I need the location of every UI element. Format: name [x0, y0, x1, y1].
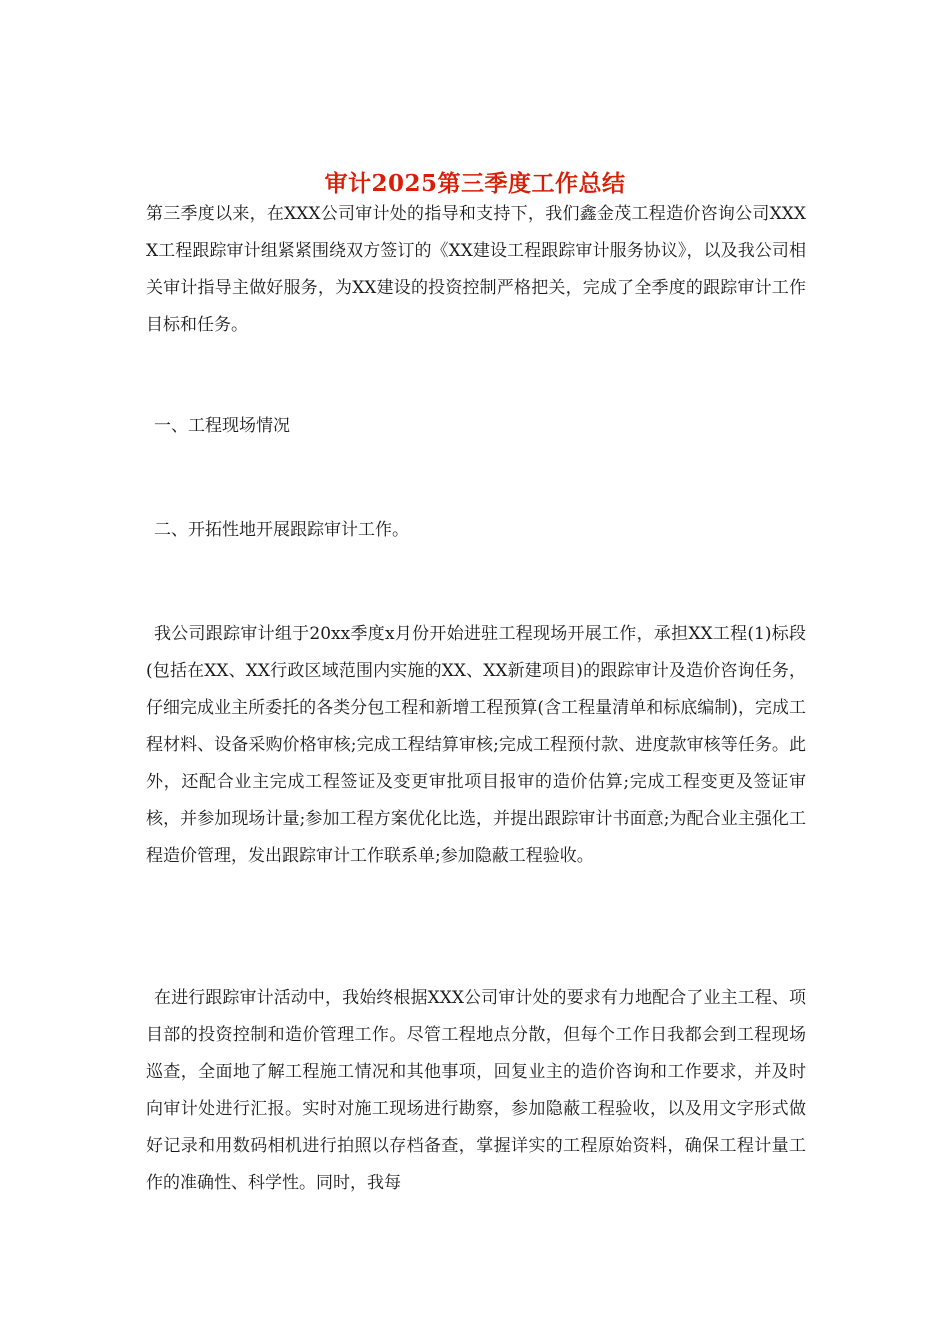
intro-paragraph: 第三季度以来，在XXX公司审计处的指导和支持下，我们鑫金茂工程造价咨询公司XXXX工程跟踪审计组紧紧围绕双方签订的《XX建设工程跟踪审计服务协议》，以及我公司相关审计指导主做好服务，为XX建设的投资控制严格把关，完成了全季度的跟踪审计工作目标和任务。	[146, 204, 806, 335]
body-paragraph-audit-tasks: 我公司跟踪审计组于20xx季度x月份开始进驻工程现场开展工作，承担XX工程(1)标段(包括在XX、XX行政区域范围内实施的XX、XX新建项目)的跟踪审计及造价咨询任务，仔细完成业主所委托的各类分包工程和新增工程预算(含工程量清单和标底编制)，完成工程材料、设备采购价格审核;完成工程结算审核;完成工程预付款、进度款审核等任务。此外，还配合业主完成工程签证及变更审批项目报审的造价估算;完成工程变更及签证审核，并参加现场计量;参加工程方案优化比选，并提出跟踪审计书面意;为配合业主强化工程造价管理，发出跟踪审计工作联系单;参加隐蔽工程验收。	[146, 624, 806, 866]
section-heading-site-conditions: 一、工程现场情况	[154, 416, 290, 436]
document-title: 审计2025第三季度工作总结	[324, 170, 626, 198]
body-paragraph-audit-activities: 在进行跟踪审计活动中，我始终根据XXX公司审计处的要求有力地配合了业主工程、项目部的投资控制和造价管理工作。尽管工程地点分散，但每个工作日我都会到工程现场巡查，全面地了解工程施工情况和其他事项，回复业主的造价咨询和工作要求，并及时向审计处进行汇报。实时对施工现场进行勘察，参加隐蔽工程验收，以及用文字形式做好记录和用数码相机进行拍照以存档备查，掌握详实的工程原始资料，确保工程计量工作的准确性、科学性。同时，我每	[146, 988, 806, 1193]
section-heading-audit-work: 二、开拓性地开展跟踪审计工作。	[154, 520, 409, 540]
